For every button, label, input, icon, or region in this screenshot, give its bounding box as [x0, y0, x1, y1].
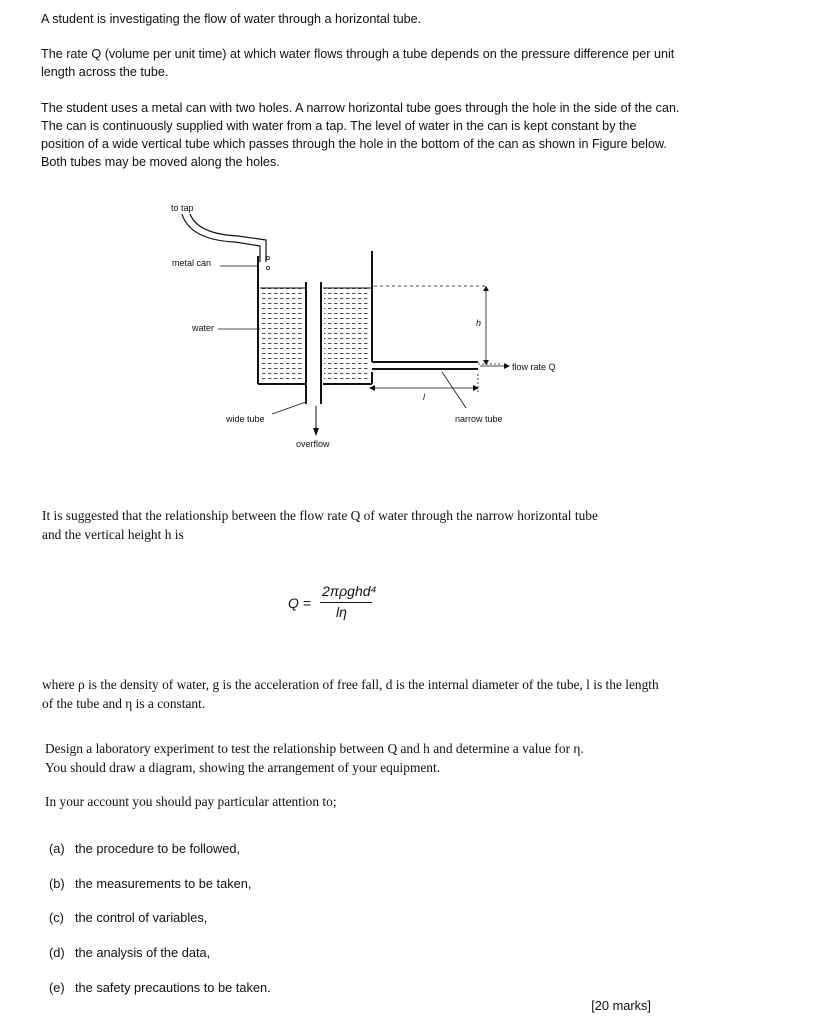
list-item — [49, 945, 210, 961]
item-label: (b) — [49, 876, 65, 891]
list-item — [49, 910, 207, 926]
list-item — [49, 980, 271, 996]
account-text: In your account you should pay particular attention to; — [45, 794, 337, 809]
item-label: (e) — [49, 980, 65, 995]
label-flow-rate: flow rate Q — [512, 362, 556, 372]
label-overflow: overflow — [296, 439, 330, 449]
item-label: (d) — [49, 945, 65, 960]
tap-hose-inner — [190, 214, 266, 262]
setup-paragraph: The student uses a metal can with two holes. A narrow horizontal tube goes through the hole in the side of the can. The can is continuously supplied with water from a tap. The level of water in the can is kept constant by the position of a wide vertical tube which passes through the hole in the bottom of the can as shown in Figure below. Both tubes may be moved along the holes. — [41, 101, 680, 169]
equation-lhs: Q = — [288, 595, 311, 611]
can-left-water — [260, 288, 304, 380]
item-text: the analysis of the data, — [75, 945, 211, 960]
label-l: l — [423, 392, 425, 402]
suggestion-text: It is suggested that the relationship between the flow rate Q of water through the narrow horizontal tube and the vertical height h is — [42, 508, 598, 542]
list-item — [49, 841, 240, 857]
label-metal-can: metal can — [172, 258, 212, 268]
apparatus-figure — [160, 196, 580, 458]
marks-label: [20 marks] — [591, 998, 651, 1013]
equation-denominator: lη — [336, 604, 347, 620]
label-to-tap: to tap — [171, 203, 194, 213]
item-label: (a) — [49, 841, 65, 856]
can-right-water — [324, 288, 370, 380]
item-text: the safety precautions to be taken. — [75, 980, 271, 995]
fraction-bar — [320, 602, 372, 603]
list-item — [49, 876, 251, 892]
intro-text: A student is investigating the flow of water through a horizontal tube. — [41, 12, 422, 26]
design-text: Design a laboratory experiment to test the relationship between Q and h and determine a value for η. You should draw a diagram, showing the arrangement of your equipment. — [45, 741, 584, 775]
where-text: where ρ is the density of water, g is the acceleration of free fall, d is the internal diameter of the tube, l is the length of the tube and η is a constant. — [42, 677, 659, 711]
label-water: water — [192, 323, 215, 333]
item-text: the measurements to be taken, — [75, 876, 252, 891]
rate-paragraph: The rate Q (volume per unit time) at which water flows through a tube depends on the pressure difference per unit length across the tube. — [41, 47, 675, 79]
item-label: (c) — [49, 910, 64, 925]
label-h: h — [476, 318, 482, 328]
label-narrow-tube: narrow tube — [455, 414, 503, 424]
label-wide-tube: wide tube — [226, 414, 265, 424]
item-text: the control of variables, — [75, 910, 208, 925]
equation-numerator: 2πρghd⁴ — [322, 583, 377, 599]
item-text: the procedure to be followed, — [75, 841, 241, 856]
